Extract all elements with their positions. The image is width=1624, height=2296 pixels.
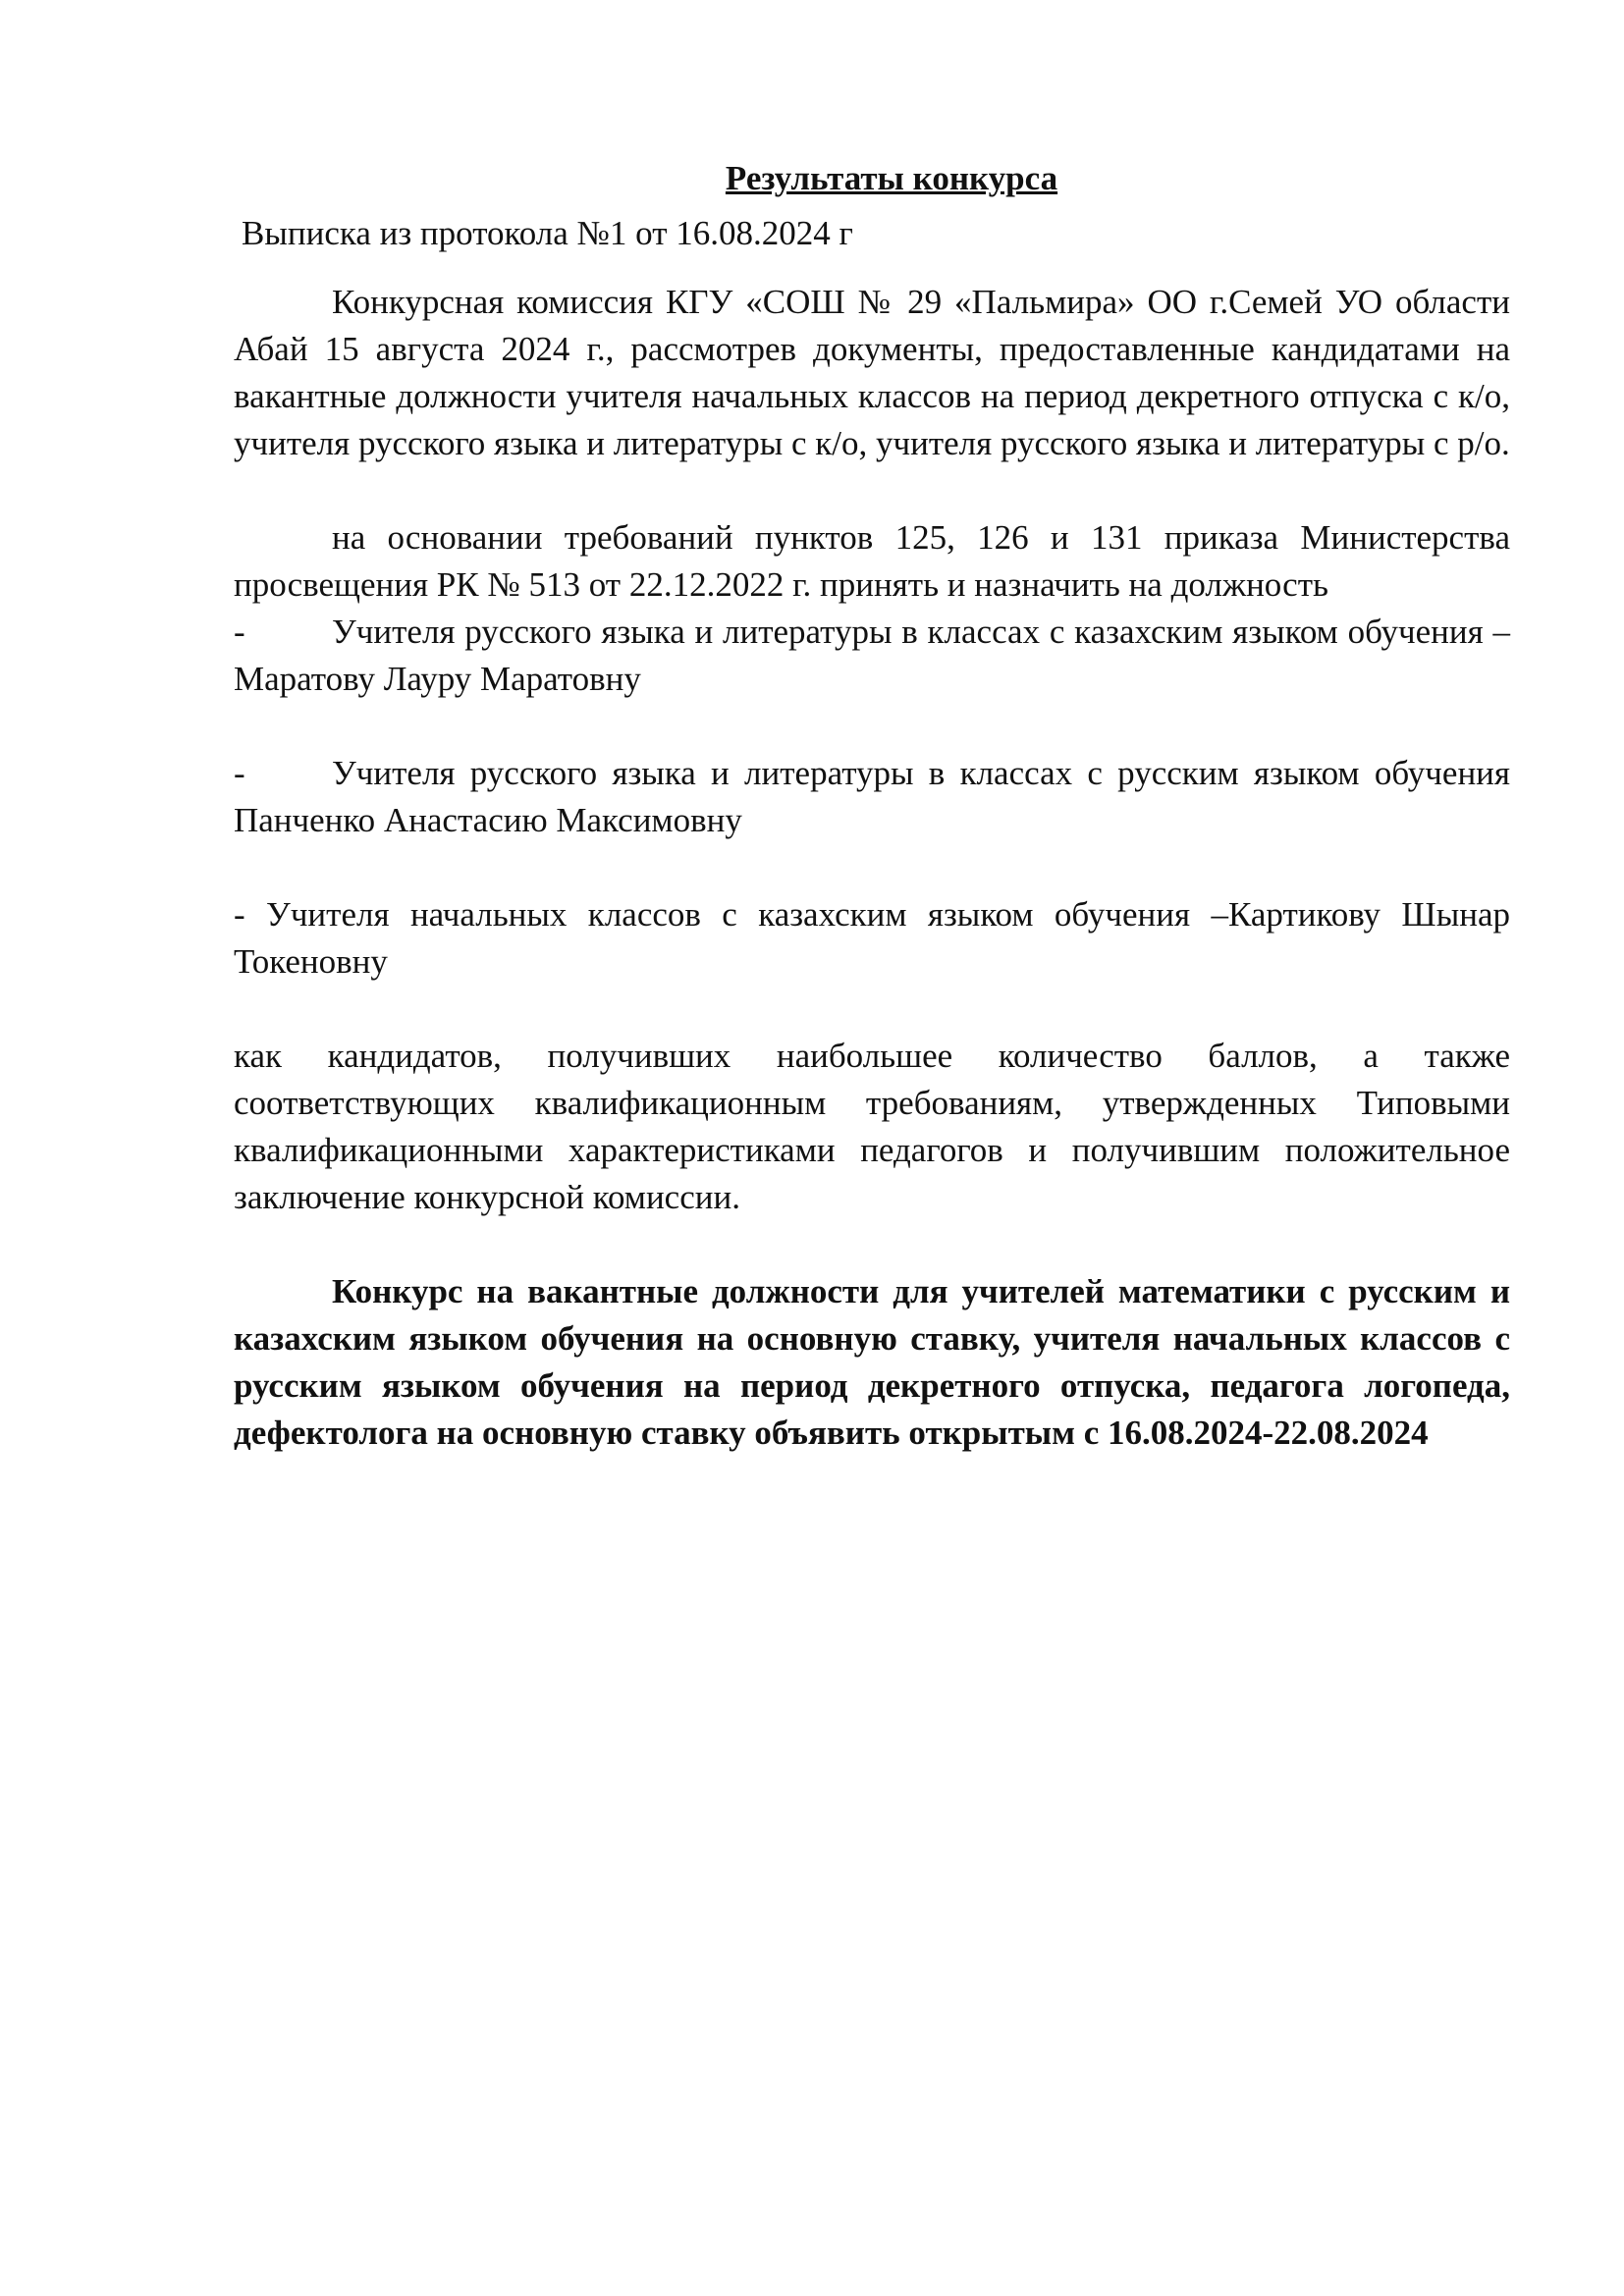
appointment-item — [234, 750, 1510, 844]
spacer — [234, 986, 1510, 1033]
spacer — [234, 1221, 1510, 1268]
conclusion-paragraph: как кандидатов, получивших наибольшее количество баллов, а также соответствующих квалификационным требованиям, утвержденных Типовыми квалификационными характеристиками педагогов и получившим положительное заключение конкурсной комиссии. — [234, 1037, 1510, 1216]
appointment-text: Учителя русского языка и литературы в классах с казахским языком обучения –Маратову Лауру Маратовну — [234, 613, 1510, 698]
document-body — [234, 155, 1510, 1457]
list-dash: - — [234, 754, 245, 792]
list-dash: - — [234, 613, 245, 651]
protocol-line: Выписка из протокола №1 от 16.08.2024 г — [242, 214, 853, 252]
basis-paragraph: на основании требований пунктов 125, 126 и 131 приказа Министерства просвещения РК № 513 от 22.12.2022 г. принять и назначить на должность — [234, 518, 1510, 604]
appointment-item — [234, 891, 1510, 986]
announcement-paragraph: Конкурс на вакантные должности для учителей математики с русским и казахским языком обучения на основную ставку, учителя начальных классов с русским языком обучения на период декретного отпуска, педагога логопеда, дефектолога на основную ставку объявить открытым с 16.08.2024-22.08.2024 — [234, 1272, 1510, 1452]
spacer — [234, 467, 1510, 514]
appointment-item — [234, 609, 1510, 703]
appointment-text: Учителя начальных классов с казахским языком обучения –Картикову Шынар Токеновну — [234, 895, 1510, 981]
list-dash: - — [234, 895, 245, 934]
spacer — [234, 844, 1510, 891]
appointment-text: Учителя русского языка и литературы в классах с русским языком обучения Панченко Анастасию Максимовну — [234, 754, 1510, 839]
intro-paragraph: Конкурсная комиссия КГУ «СОШ № 29 «Пальмира» ОО г.Семей УО области Абай 15 августа 2024 г., рассмотрев документы, предоставленные кандидатами на вакантные должности учителя начальных классов на период декретного отпуска с к/о, учителя русского языка и литературы с к/о, учителя русского языка и литературы с р/о. — [234, 283, 1510, 462]
document-title: Результаты конкурса — [725, 159, 1058, 197]
spacer — [234, 703, 1510, 750]
